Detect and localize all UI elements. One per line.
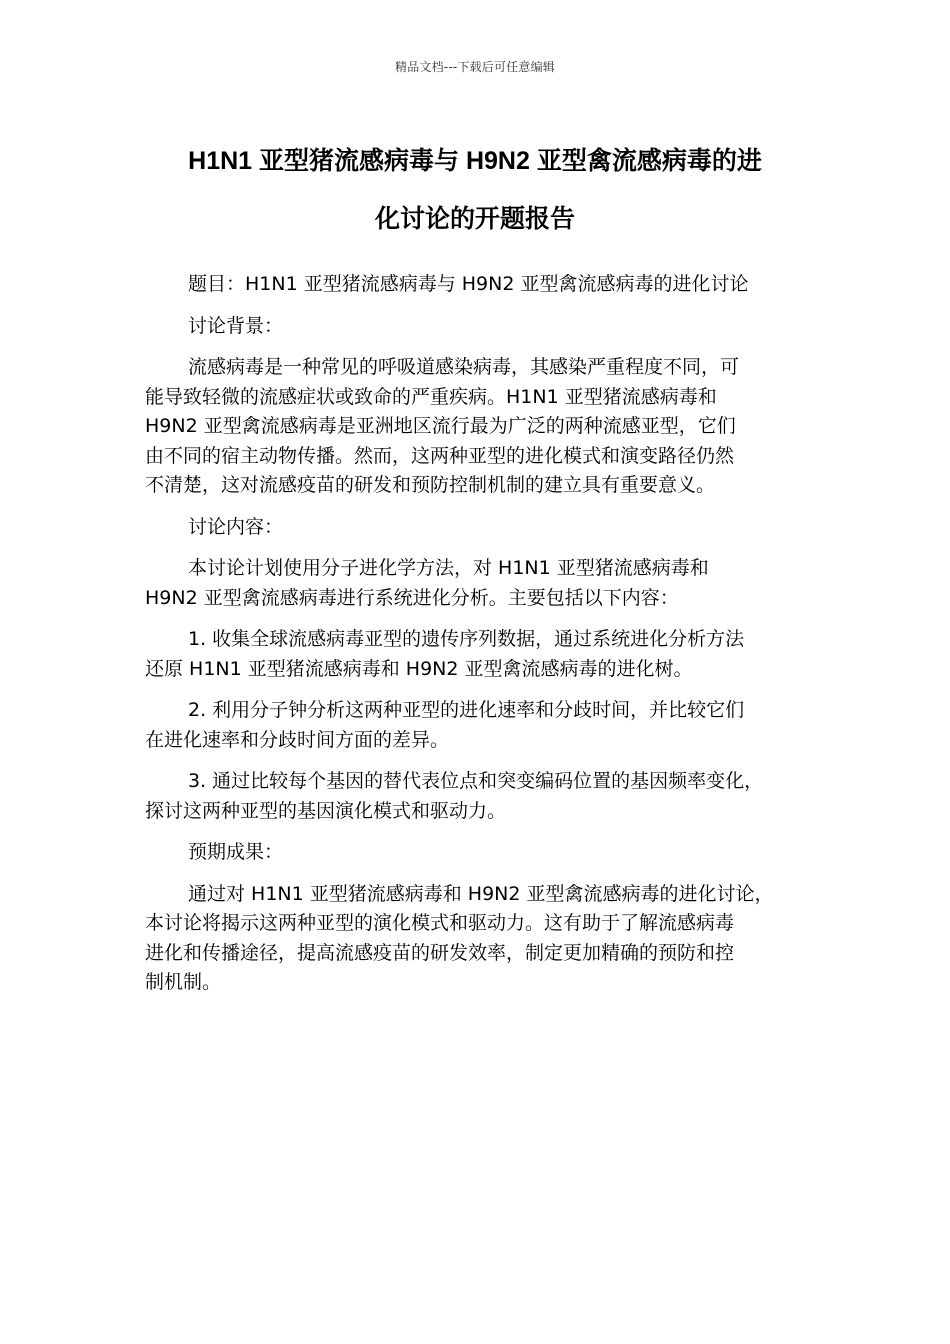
topic-paragraph: [145, 270, 805, 300]
content-heading-block: [145, 513, 805, 543]
paragraph-line: 不清楚，这对流感疫苗的研发和预防控制机制的建立具有重要意义。: [145, 474, 716, 496]
paragraph-line: H9N2 亚型禽流感病毒是亚洲地区流行最为广泛的两种流感亚型，它们: [145, 415, 736, 437]
paragraph-line: 制机制。: [145, 971, 222, 993]
list-item: [145, 625, 805, 684]
background-heading: 讨论背景：: [188, 314, 284, 337]
paragraph-line: 能导致轻微的流感症状或致命的严重疾病。H1N1 亚型猪流感病毒和: [145, 385, 717, 408]
paragraph-line: 1. 收集全球流感病毒亚型的遗传序列数据，通过系统进化分析方法: [188, 628, 745, 650]
title-line-1: H1N1 亚型猪流感病毒与 H9N2 亚型禽流感病毒的进: [188, 147, 762, 175]
document-title: [140, 132, 810, 248]
paragraph-line: 由不同的宿主动物传播。然而，这两种亚型的进化模式和演变路径仍然: [145, 444, 735, 467]
list-item: [145, 767, 805, 826]
paragraph-line: 本讨论将揭示这两种亚型的演化模式和驱动力。这有助于了解流感病毒: [145, 912, 735, 934]
content-intro-paragraph: [145, 554, 805, 613]
background-paragraph: [145, 353, 805, 501]
content-heading: 讨论内容：: [188, 515, 284, 538]
paragraph-line: 流感病毒是一种常见的呼吸道感染病毒，其感染严重程度不同，可: [188, 356, 740, 378]
document-body: [145, 270, 805, 1010]
list-item: [145, 696, 805, 755]
paragraph-line: 在进化速率和分歧时间方面的差异。: [145, 728, 450, 751]
paragraph-line: 探讨这两种亚型的基因演化模式和驱动力。: [145, 799, 507, 822]
paragraph-line: 进化和传播途径，提高流感疫苗的研发效率，制定更加精确的预防和控: [145, 941, 735, 964]
paragraph-line: 本讨论计划使用分子进化学方法，对 H1N1 亚型猪流感病毒和: [188, 557, 709, 579]
paragraph-line: 2. 利用分子钟分析这两种亚型的进化速率和分歧时间，并比较它们: [188, 699, 745, 721]
header-note: 精品文档---下载后可任意编辑: [395, 60, 555, 74]
results-paragraph: [145, 880, 805, 998]
paragraph-line: H9N2 亚型禽流感病毒进行系统进化分析。主要包括以下内容：: [145, 586, 679, 609]
title-line-2: 化讨论的开题报告: [374, 205, 575, 233]
topic-text: 题目：H1N1 亚型猪流感病毒与 H9N2 亚型禽流感病毒的进化讨论: [188, 273, 749, 295]
results-heading: 预期成果：: [188, 841, 284, 863]
background-heading-block: [145, 312, 805, 342]
paragraph-line: 通过对 H1N1 亚型猪流感病毒和 H9N2 亚型禽流感病毒的进化讨论，: [188, 882, 774, 905]
results-heading-block: [145, 838, 805, 868]
paragraph-line: 还原 H1N1 亚型猪流感病毒和 H9N2 亚型禽流感病毒的进化树。: [145, 657, 693, 680]
paragraph-line: 3. 通过比较每个基因的替代表位点和突变编码位置的基因频率变化，: [188, 770, 764, 792]
